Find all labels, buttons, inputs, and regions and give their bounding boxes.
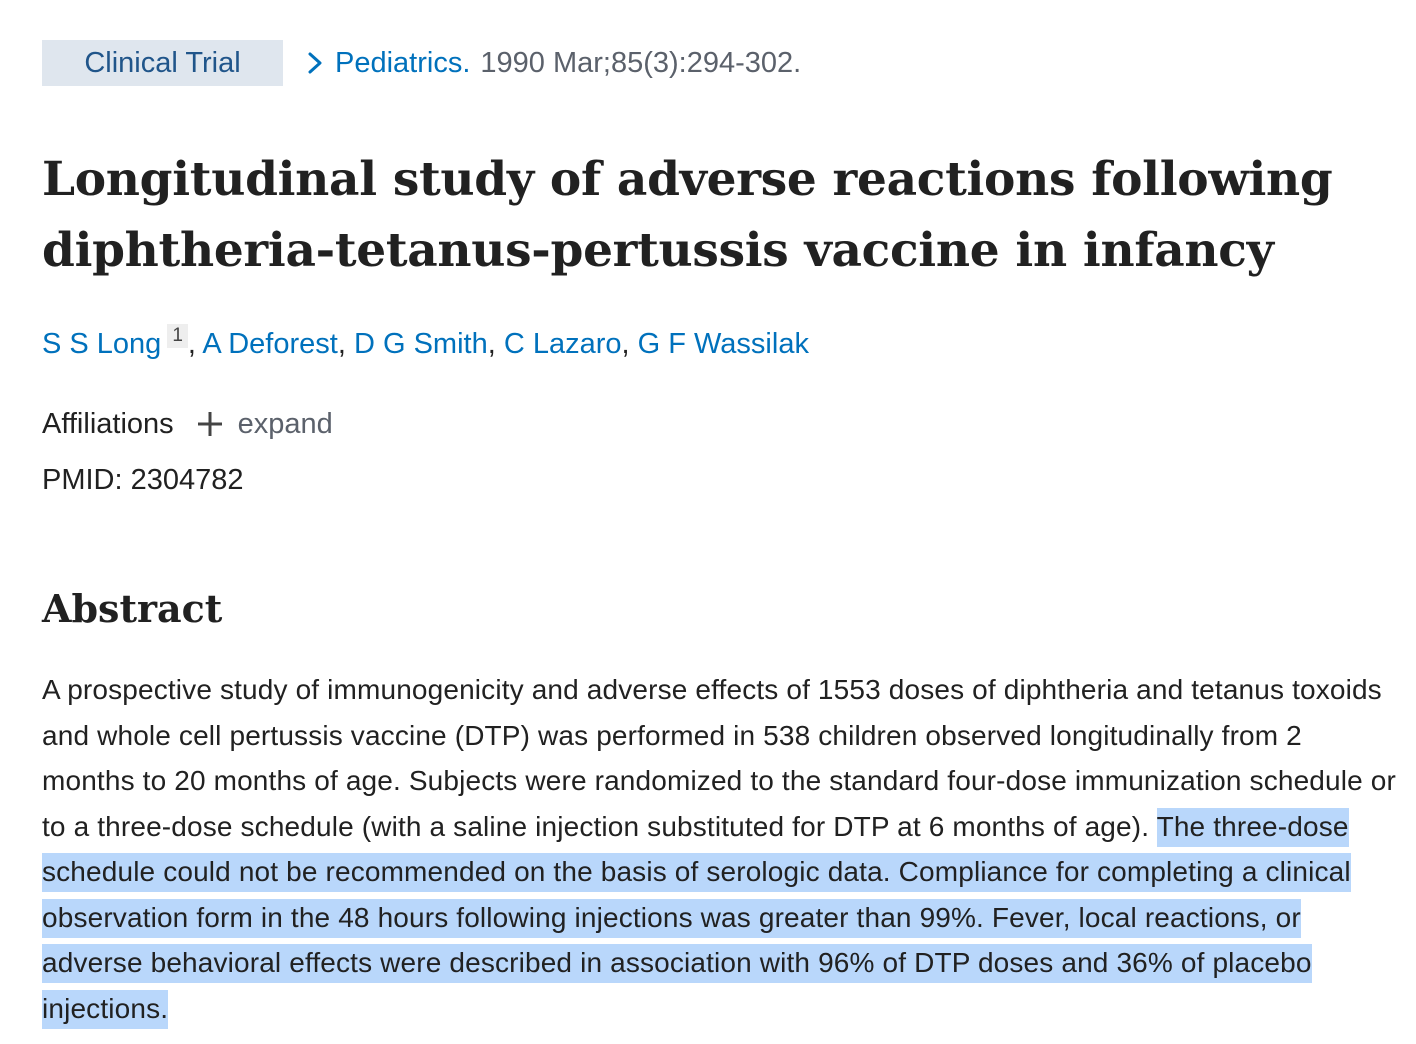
abstract-plain-text: A prospective study of immunogenicity and adverse effects of 1553 doses of diphtheria and tetanus toxoids and whole cell pertussis vaccine (DTP) was performed in 538 children observed longitudinally from 2 months to 20 months of age. Subjects were randomized to the standard four-dose immunization schedule or to a three-dose schedule (with a saline injection substituted for DTP at 6 months of age). — [42, 674, 1396, 842]
plus-icon — [196, 410, 224, 438]
citation-text: 1990 Mar;85(3):294-302. — [480, 46, 802, 79]
affiliations-label: Affiliations — [42, 408, 174, 440]
affiliations-row — [42, 404, 333, 444]
title-line-2: diphtheria-tetanus-pertussis vaccine in infancy — [42, 223, 1274, 278]
affiliation-marker[interactable]: 1 — [167, 324, 188, 348]
author-link[interactable]: S S Long — [42, 328, 162, 360]
article-header — [42, 40, 801, 86]
author-link[interactable]: G F Wassilak — [637, 328, 809, 360]
chevron-right-icon — [305, 48, 327, 78]
author-link[interactable]: C Lazaro — [503, 328, 622, 360]
journal-link[interactable]: Pediatrics. — [335, 46, 471, 79]
author-link[interactable]: A Deforest — [202, 328, 338, 360]
article-type-badge: Clinical Trial — [42, 40, 283, 86]
abstract-selected-text: The three-dose schedule could not be recommended on the basis of serologic data. Compliance for completing a clinical observation form in the 48 hours following injections was greater than 99%. Fever, local reactions, or adverse behavioral effects were described in association with 96% of DTP doses and 36% of placebo injections. — [42, 808, 1351, 1029]
title-line-1: Longitudinal study of adverse reactions following — [42, 152, 1333, 207]
author-link[interactable]: D G Smith — [353, 328, 488, 360]
page-title — [42, 144, 1402, 286]
expand-label: expand — [237, 408, 333, 440]
pmid: PMID: 2304782 — [42, 464, 244, 496]
abstract-heading: Abstract — [42, 586, 223, 631]
author-list: S S Long 1 , A Deforest, D G Smith, C Lazaro, G F Wassilak — [42, 325, 809, 360]
abstract-text — [42, 667, 1402, 1031]
affiliations-expand-button[interactable] — [196, 404, 333, 444]
